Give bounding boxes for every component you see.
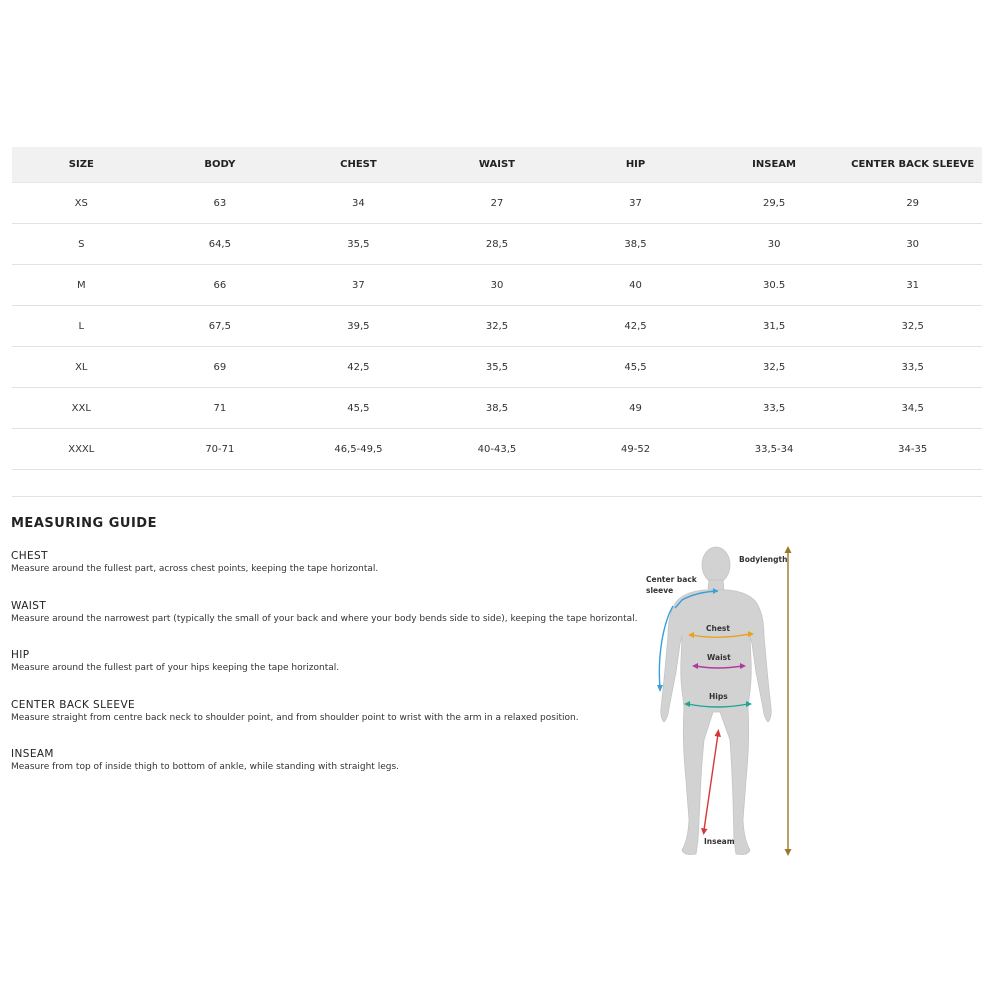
table-cell: 30 (705, 224, 844, 265)
table-cell: XL (12, 347, 151, 388)
table-row (12, 183, 982, 224)
table-cell: 31 (843, 265, 982, 306)
size-chart-table (12, 147, 982, 470)
table-cell: 27 (428, 183, 567, 224)
table-cell: 45,5 (566, 347, 705, 388)
table-cell: 38,5 (428, 388, 567, 429)
table-cell: 42,5 (566, 306, 705, 347)
table-cell: 28,5 (428, 224, 567, 265)
guide-item-description: Measure around the fullest part of your hips keeping the tape horizontal. (11, 663, 340, 673)
guide-item-heading: CHEST (11, 550, 48, 562)
table-cell: 45,5 (289, 388, 428, 429)
table-cell: XS (12, 183, 151, 224)
guide-item-description: Measure straight from centre back neck to shoulder point, and from shoulder point to wrist with the arm in a relaxed position. (11, 712, 579, 723)
table-cell: 38,5 (566, 224, 705, 265)
guide-item (11, 600, 641, 650)
table-cell: 71 (151, 388, 290, 429)
column-header-size: SIZE (12, 147, 151, 183)
guide-item-heading: INSEAM (11, 748, 54, 760)
guide-item-heading: HIP (11, 649, 30, 661)
table-cell: 70-71 (151, 429, 290, 470)
table-cell: 33,5 (843, 347, 982, 388)
table-cell: 39,5 (289, 306, 428, 347)
table-cell: 33,5 (705, 388, 844, 429)
table-cell: 49 (566, 388, 705, 429)
guide-item-description: Measure around the narrowest part (typically the small of your back and where your body bends side to side), keeping the tape horizontal. (11, 613, 638, 624)
table-cell: 37 (289, 265, 428, 306)
table-cell: XXXL (12, 429, 151, 470)
body-diagram (640, 540, 800, 862)
table-header-row (12, 147, 982, 183)
guide-item (11, 550, 641, 600)
body-measurement-figure (640, 540, 800, 862)
waist-label: Waist (707, 653, 731, 662)
table-cell: 34-35 (843, 429, 982, 470)
table-cell: 35,5 (428, 347, 567, 388)
guide-item-heading: WAIST (11, 599, 47, 612)
table-cell: 32,5 (843, 306, 982, 347)
table-cell: 49-52 (566, 429, 705, 470)
guide-item-heading: CENTER BACK SLEEVE (11, 698, 136, 711)
column-header-inseam: INSEAM (705, 147, 844, 183)
table-cell: 32,5 (705, 347, 844, 388)
column-header-chest: CHEST (289, 147, 428, 183)
table-cell: 40-43,5 (428, 429, 567, 470)
table-cell: 30 (843, 224, 982, 265)
table-cell: 64,5 (151, 224, 290, 265)
table-row (12, 265, 982, 306)
table-cell: 66 (151, 265, 290, 306)
table-row (12, 388, 982, 429)
bodylength-arrow (785, 546, 792, 856)
table-cell: L (12, 306, 151, 347)
table-cell: 32,5 (428, 306, 567, 347)
guide-item (11, 699, 641, 749)
table-cell: 69 (151, 347, 290, 388)
sleeve-label-line2: sleeve (646, 586, 674, 595)
table-cell: 42,5 (289, 347, 428, 388)
guide-item-description: Measure from top of inside thigh to bottom of ankle, while standing with straight legs. (11, 762, 399, 772)
column-header-body: BODY (151, 147, 290, 183)
table-cell: 29,5 (705, 183, 844, 224)
measuring-guide-title: MEASURING GUIDE (11, 516, 157, 531)
section-divider (12, 496, 982, 497)
column-header-waist: WAIST (428, 147, 567, 183)
table-row (12, 429, 982, 470)
table-cell: 30.5 (705, 265, 844, 306)
column-header-center-back-sleeve: CENTER BACK SLEEVE (843, 147, 982, 183)
guide-item (11, 649, 641, 699)
guide-item-description: Measure around the fullest part, across chest points, keeping the tape horizontal. (11, 564, 379, 574)
table-row (12, 347, 982, 388)
table-cell: 34,5 (843, 388, 982, 429)
table-row (12, 306, 982, 347)
table-cell: 37 (566, 183, 705, 224)
table-body (12, 183, 982, 470)
table-cell: 31,5 (705, 306, 844, 347)
guide-item (11, 748, 641, 798)
table-cell: 29 (843, 183, 982, 224)
table-cell: 46,5-49,5 (289, 429, 428, 470)
table-cell: S (12, 224, 151, 265)
table-cell: 30 (428, 265, 567, 306)
measuring-guide-list (11, 550, 641, 798)
table-cell: 33,5-34 (705, 429, 844, 470)
inseam-label: Inseam (704, 837, 735, 846)
bodylength-label: Bodylength (739, 555, 788, 564)
table-cell: 63 (151, 183, 290, 224)
hips-label: Hips (709, 692, 728, 701)
chest-label: Chest (706, 624, 730, 633)
table-cell: 34 (289, 183, 428, 224)
table-row (12, 224, 982, 265)
inseam-arrow (701, 729, 721, 835)
column-header-hip: HIP (566, 147, 705, 183)
table-cell: XXL (12, 388, 151, 429)
table-cell: 67,5 (151, 306, 290, 347)
table-cell: 40 (566, 265, 705, 306)
table-cell: 35,5 (289, 224, 428, 265)
table-cell: M (12, 265, 151, 306)
sleeve-label-line1: Center back (646, 575, 697, 584)
